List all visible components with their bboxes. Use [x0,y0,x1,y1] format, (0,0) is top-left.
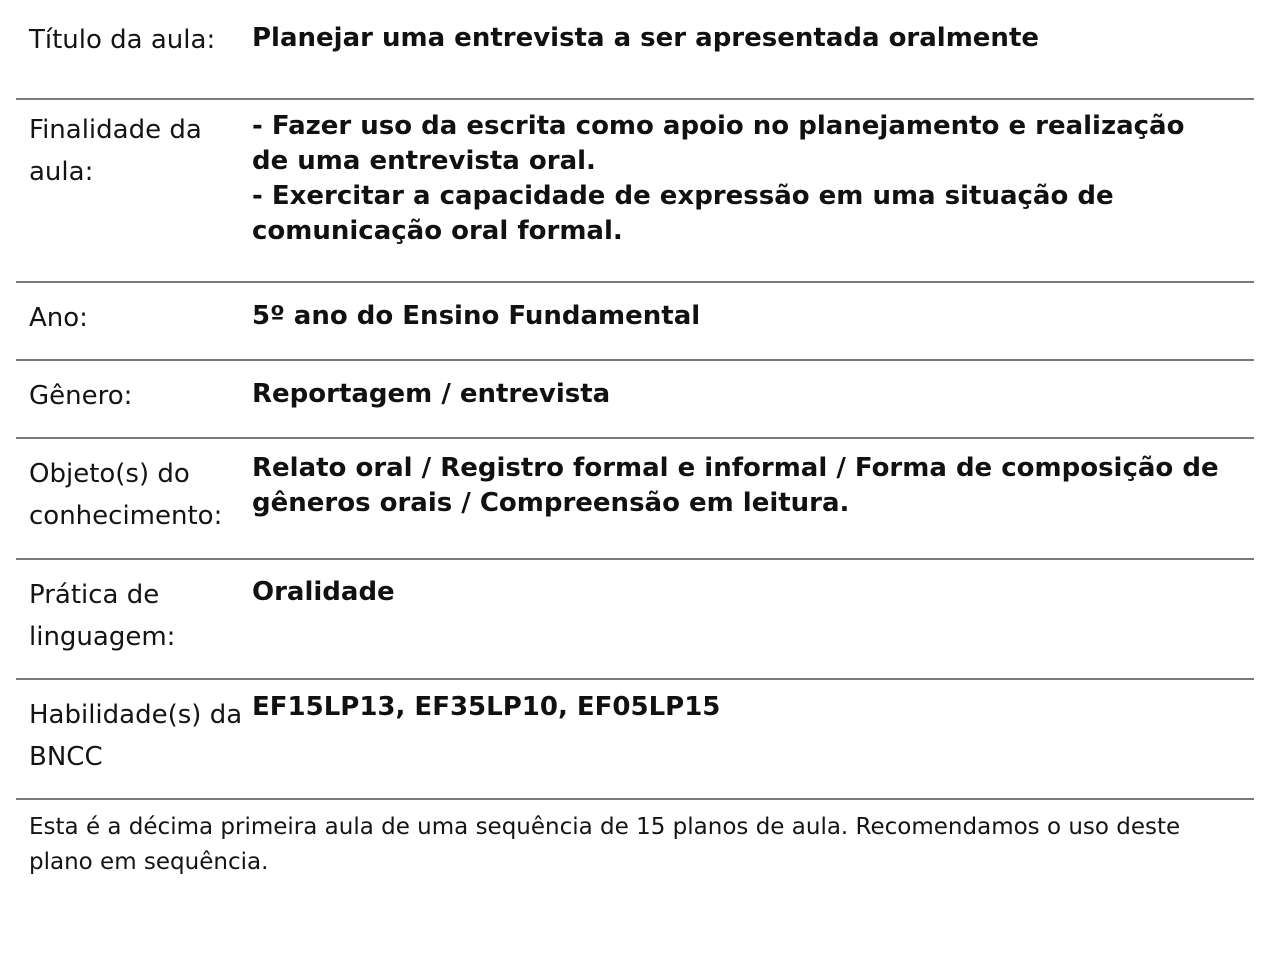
objeto-value: Relato oral / Registro formal e informal / Forma de composição de gêneros orais / Compreensão em leitura. [252,453,1219,518]
objeto-label: Objeto(s) do conhecimento: [29,459,223,531]
pratica-value: Oralidade [252,577,395,607]
row-pratica [16,560,1254,680]
ano-label: Ano: [29,303,88,333]
finalidade-line-1: - Fazer uso da escrita como apoio no planejamento e realização de uma entrevista oral. [252,111,1185,176]
titulo-label: Título da aula: [29,25,216,55]
titulo-value: Planejar uma entrevista a ser apresentada oralmente [252,23,1040,53]
row-genero [16,361,1254,439]
genero-label: Gênero: [29,381,133,411]
row-ano [16,283,1254,361]
row-finalidade [16,98,1254,283]
ano-value: 5º ano do Ensino Fundamental [252,301,701,331]
genero-value: Reportagem / entrevista [252,379,611,409]
footer-note: Esta é a décima primeira aula de uma sequência de 15 planos de aula. Recomendamos o uso deste plano em sequência. [29,814,1181,875]
lesson-plan-table [16,0,1254,880]
habilidade-value: EF15LP13, EF35LP10, EF05LP15 [252,692,721,722]
row-titulo [16,0,1254,100]
finalidade-line-2: - Exercitar a capacidade de expressão em uma situação de comunicação oral formal. [252,181,1114,246]
finalidade-label: Finalidade da aula: [29,115,202,187]
pratica-label: Prática de linguagem: [29,580,176,652]
habilidade-label: Habilidade(s) da BNCC [29,700,243,772]
finalidade-value [252,109,1254,281]
row-objeto [16,439,1254,560]
row-habilidade [16,680,1254,800]
